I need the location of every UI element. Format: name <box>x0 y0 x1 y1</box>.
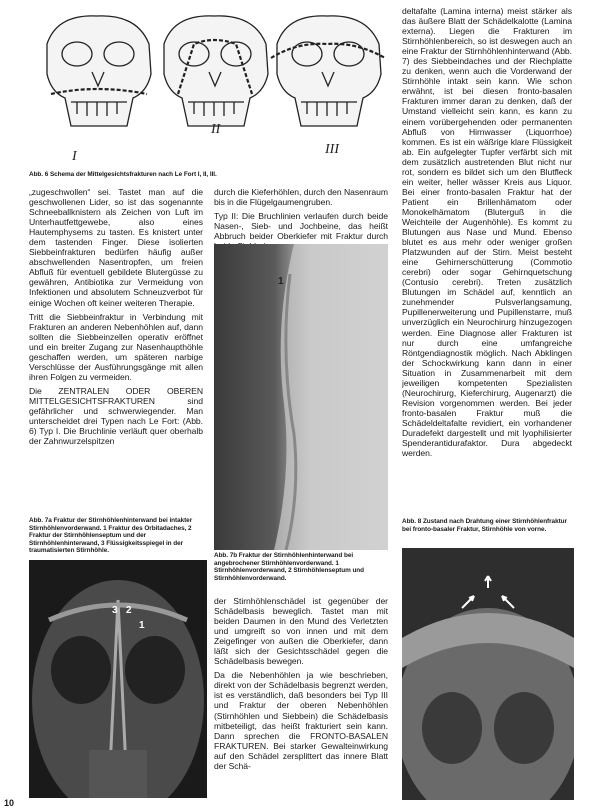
le-fort-skull-diagrams <box>29 8 387 170</box>
roman-label-3: III <box>325 142 339 157</box>
col1-paragraph-2: Tritt die Siebbeinfraktur in Verbindung mit Frakturen an anderen Nebenhöhlen auf, dann sollten die Siebbeinzellen operativ eröffnet und ein breiter Zugang zur Nasenhaupthöhle geschaffen werden, um späteren narbige Verschlüsse der Ausführungsgänge mit allen ihren Folgen zu vermeiden. <box>29 311 203 382</box>
xray-image-8 <box>402 548 574 800</box>
figure-6-caption: Abb. 6 Schema der Mittelgesichtsfrakturen nach Le Fort I, II, III. <box>29 171 217 178</box>
figure-8-caption: Abb. 8 Zustand nach Drahtung einer Stirnhöhlenfraktur bei fronto-basaler Fraktur, Stirnhöhle von vorne. <box>402 518 567 533</box>
col3-paragraph: deltafalte (Lamina interna) meist stärker als das äußere Blatt der Schädelkalotte (Lamina externa). Liegen die Frakturen im Stirnhöhlenbereich, so ist deswegen auch an eine Fraktur der Stirnhöhlenhinterwand (Abb. 7) des Siebbeindaches und der Riechplatte zu denken, wenn auch die Vorderwand der Stirnhöhle intakt sein kann. Wie schon erwähnt, ist bei diesen fronto-basalen Frakturen immer daran zu denken, daß der Umstand vielleicht sein kann, es kann zu einem vorübergehenden oder permanenten Abfluß von Hirnwasser (Liquorrhoe) kommen. Es ist ein wäßrige klare Flüssigkeit ab. Ein aufgelegter Tupfer verfärbt sich mit dem zusätzlich austretenden Blut nicht nur rot, sondern es bildet sich um den Blutfleck ein weiter, heller wässer Kreis aus Liquor. Bei einer fronto-basalen Fraktur hat der Patient ein Brillenhämatom oder Monokelhämatom (Bluterguß in die Weichteile der Augenhöhle). Es kommt zu Blutungen aus Nase und Mund. Ebenso blutet es aus mehr oder weniger großen Platzwunden auf der Stirn. Meist besteht eine Gehirnerschütterung (Commotio cerebri) oder sogar Gehirnquetschung (Contusio cerebri). Treten zusätzlich Blutungen im Schädel auf, kenntlich an zunehmender Pulsverlangsamung, Pupillenerweiterung und Pupillenstarre, muß unverzüglich ein Neurochirurg hinzugezogen werden. Eine Diagnose aller Frakturen ist nur durch eine umfangreiche Röntgendiagnostik möglich. Nach Abklingen der Schockwirkung kann dann in einer Situation in Zusammenarbeit mit dem jeweiligen kompetenten Spezialisten (Neurochirurg, Kieferchirurg, Augenarzt) die Revision vorgenommen werden. Bei jeder fronto-basalen Fraktur muß die Schädeldeltafalte revidiert, ein vorhandener Duradefekt dargestellt und mit lyophilisierter Spenderantidurafaktor. Dura abgedeckt werden. <box>402 6 572 459</box>
col1-paragraph-3: Die ZENTRALEN ODER OBEREN MITTELGESICHTSFRAKTUREN sind gefährlicher und schwerwiegender. Man unterscheidet drei Typen nach Le Fort: (Abb. 6) Typ I. Die Bruchlinie verläuft quer oberhalb der Zahnwurzelspitzen <box>29 385 203 447</box>
xray-7a-label-1: 1 <box>139 620 145 631</box>
figure-7b-caption: Abb. 7b Fraktur der Stirnhöhlenhinterwand bei angebrochener Stirnhöhlenvorderwand. 1 Stirnhöhlenvorderwand, 2 Stirnhöhlenseptum und Stirnhöhlenvorderwand. <box>214 552 365 582</box>
col2-paragraph-2: Typ II: Die Bruchlinien verlaufen durch beide Nasen-, Sieb- und Jochbeine, das heißt Abbruch beider Oberkiefer mit Fraktur durch <box>214 211 388 242</box>
figure-6-le-fort-schema <box>29 8 387 170</box>
figure-7b-xray <box>214 244 388 550</box>
figure-7a-xray <box>29 560 207 798</box>
xray-image-7a <box>29 560 207 798</box>
page-number: 10 <box>4 798 15 808</box>
roman-label-1: I <box>72 149 77 164</box>
column-1-text <box>29 187 203 450</box>
xray-7b-label-1: 1 <box>278 276 284 287</box>
roman-label-2: II <box>211 122 221 137</box>
figure-7a-caption: Abb. 7a Fraktur der Stirnhöhlenhinterwand bei intakter Stirnhöhlenvorderwand. 1 Fraktur des Orbitadaches, 2 Fraktur der Stirnhöhlenseptum und der Stirnhöhlenhinterwand, 3 Flüssigkeitsspiegel in der traumatisierten Stirnhöhle. <box>29 517 193 555</box>
column-2-continued-text <box>214 596 388 775</box>
xray-7a-label-2: 2 <box>126 605 132 616</box>
column-3-text <box>402 6 572 462</box>
col2b-paragraph-1: der Stirnhöhlenschädel ist gegenüber der Schädelbasis beweglich. Tastet man mit beiden Daumen in den Mund des Verletzten und umgreift so von innen und mit dem Zeigefinger von außen die Oberkiefer, dann läßt sich der Gesichtsschädel gegen die Schädelbasis bewegen. <box>214 596 388 667</box>
figure-8-xray <box>402 548 574 800</box>
xray-7a-label-3: 3 <box>112 605 118 616</box>
col2-paragraph-1: durch die Kieferhöhlen, durch den Nasenraum bis in die Flügelgaumengruben. <box>214 187 388 208</box>
xray-image-7b <box>214 244 388 550</box>
col2b-paragraph-2: Da die Nebenhöhlen ja wie beschrieben, direkt von der Schädelbasis begrenzt werden, ist es verständlich, daß besonders bei Typ III und Fraktur der oberen Nebenhöhlen (Stirnhöhlen und Siebbein) die Schädelbasis mitbeteiligt, das heißt frakturiert sein kann. Dann sprechen die FRONTO-BASALEN FRAKTUREN. Bei starker Gewalteinwirkung auf den Schädel zersplittert das innere Blatt der Schä- <box>214 670 388 771</box>
col1-paragraph-1: „zugeschwollen“ sei. Tastet man auf die geschwollenen Lider, so ist das sogenannte Schneeballknistern als Zeichen von Luft im Unterhautfettgewebe, also eines Hautemphysems zu tasten. Es knistert unter dem tastenden Finger. Diese isolierten Siebbeinfrakturen bedürfen häufig außer abschwellenden Nasentropfen, um freien Abfluß für eventuell gebildete Blutergüsse zu gewähren, Antibiotika zur Vermeidung von Infektionen und absolutem Schneuzverbot für einige Wochen oft keiner weiteren Therapie. <box>29 187 203 308</box>
